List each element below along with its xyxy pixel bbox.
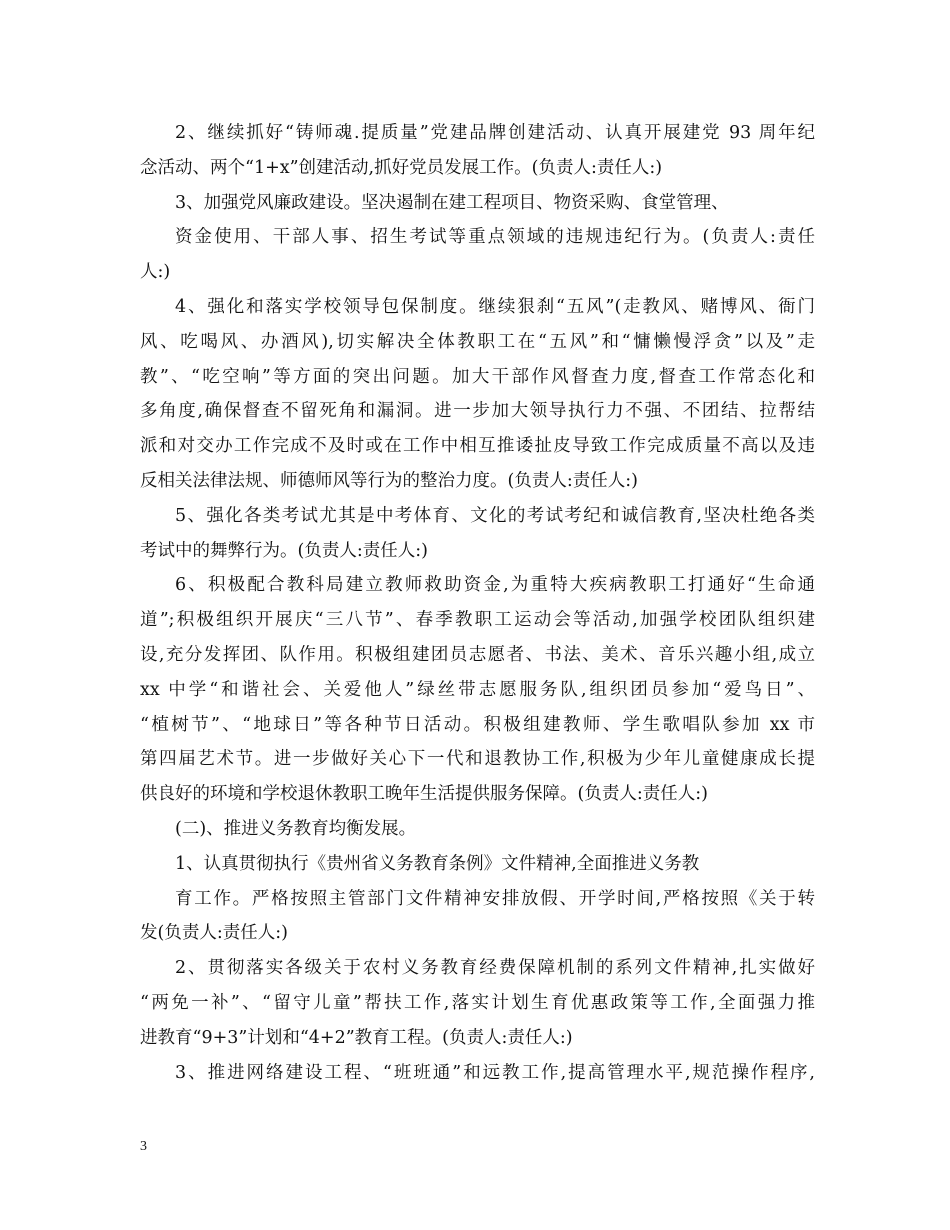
text-line: 3、推进网络建设工程、“班班通”和远教工作,提高管理水平,规范操作程序, [175, 1062, 815, 1083]
text-line: 育工作。严格按照主管部门文件精神安排放假、开学时间,严格按照《关于转 [175, 888, 815, 909]
text-line: 2、继续抓好“铸师魂.提质量”党建品牌创建活动、认真开展建党 93 周年纪 [175, 123, 815, 143]
text-line: 第四届艺术节。进一步做好关心下一代和退教协工作,积极为少年儿童健康成长提 [140, 749, 815, 770]
text-line: 人:) [140, 262, 171, 283]
text-line: 资金使用、干部人事、招生考试等重点领域的违规违纪行为。(负责人:责任 [175, 227, 815, 248]
text-line: 反相关法律法规、师德师风等行为的整治力度。(负责人:责任人:) [140, 470, 638, 491]
text-line: 5、强化各类考试尤其是中考体育、文化的考试考纪和诚信教育,坚决杜绝各类 [175, 505, 815, 526]
text-line: (二)、推进义务教育均衡发展。 [175, 818, 417, 839]
text-line: “植树节”、“地球日”等各种节日活动。积极组建教师、学生歌唱队参加 xx 市 [140, 714, 815, 735]
text-line: 6、积极配合教科局建立教师救助资金,为重特大疾病教职工打通好“生命通 [175, 575, 815, 596]
page-number: 3 [140, 1139, 147, 1154]
text-line: 风、吃喝风、办酒风),切实解决全体教职工在“五风”和“慵懒慢浮贪”以及”走 [140, 331, 815, 352]
text-line: 教”、“吃空响”等方面的突出问题。加大干部作风督查力度,督查工作常态化和 [140, 366, 815, 387]
text-line: 道”;积极组织开展庆“三八节”、春季教职工运动会等活动,加强学校团队组织建 [140, 610, 815, 631]
text-line: 2、贯彻落实各级关于农村义务教育经费保障机制的系列文件精神,扎实做好 [175, 958, 815, 979]
text-line: “两免一补”、“留守儿童”帮扶工作,落实计划生育优惠政策等工作,全面强力推 [140, 992, 815, 1013]
text-line: 发(负责人:责任人:) [140, 923, 288, 944]
text-line: 进教育“9+3”计划和“4+2”教育工程。(负责人:责任人:) [140, 1027, 573, 1048]
text-line: xx 中学“和谐社会、关爱他人”绿丝带志愿服务队,组织团员参加“爱鸟日”、 [140, 679, 815, 700]
text-line: 4、强化和落实学校领导包保制度。继续狠刹“五风”(走教风、赌博风、衙门 [175, 296, 815, 317]
text-line: 1、认真贯彻执行《贵州省义务教育条例》文件精神,全面推进义务教 [175, 853, 700, 874]
text-line: 念活动、两个“1+x”创建活动,抓好党员发展工作。(负责人:责任人:) [140, 157, 663, 178]
text-line: 供良好的环境和学校退休教职工晚年生活提供服务保障。(负责人:责任人:) [140, 784, 708, 805]
text-line: 3、加强党风廉政建设。坚决遏制在建工程项目、物资采购、食堂管理、 [175, 192, 729, 213]
text-line: 设,充分发挥团、队作用。积极组建团员志愿者、书法、美术、音乐兴趣小组,成立 [140, 644, 815, 665]
text-line: 多角度,确保督查不留死角和漏洞。进一步加大领导执行力不强、不团结、拉帮结 [140, 401, 815, 422]
document-body [140, 116, 815, 1090]
text-line: 考试中的舞弊行为。(负责人:责任人:) [140, 540, 428, 561]
text-line: 派和对交办工作完成不及时或在工作中相互推诿扯皮导致工作完成质量不高以及违 [140, 436, 815, 457]
